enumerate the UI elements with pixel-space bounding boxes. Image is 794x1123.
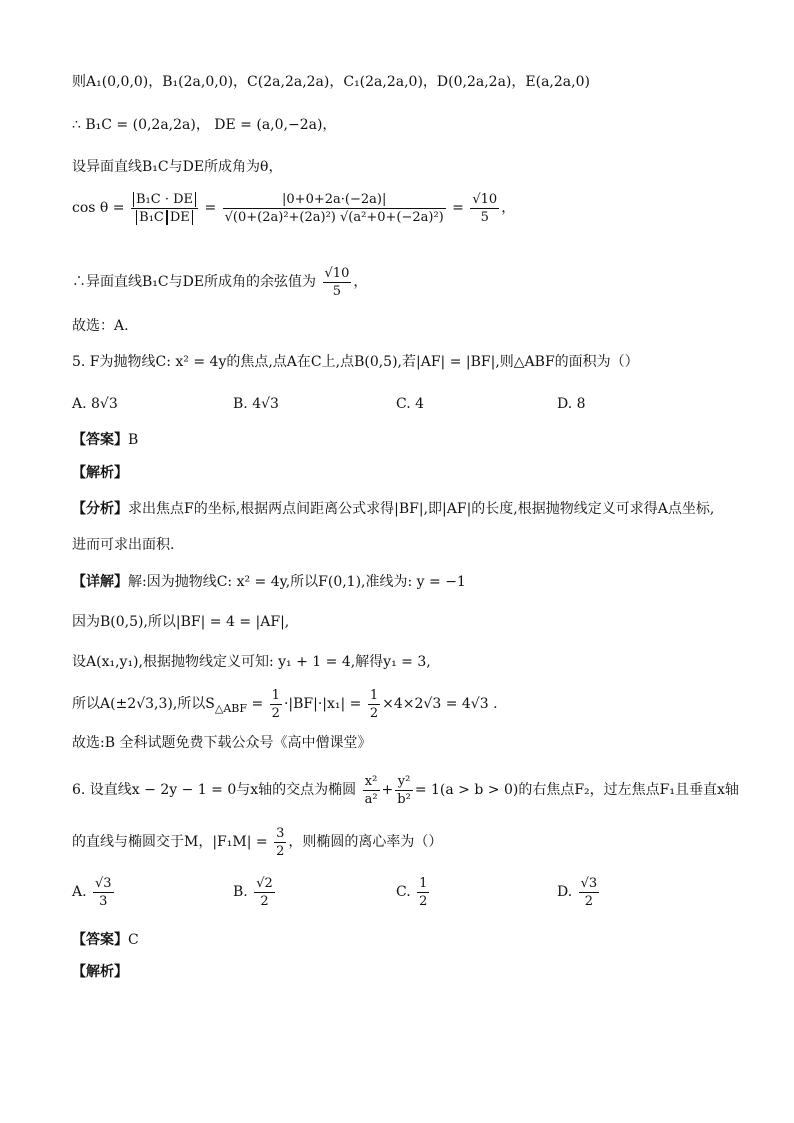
angle-setup-line: 设异面直线B₁C与DE所成角为θ， (72, 159, 283, 175)
cos-formula: cos θ = $\frac{\text{B₁C · DE}}{\text{B₁C DE}}$ = $\frac{|0+0+2a\cdot(-2a)|}{\text{√(0+(2a)²+(2a)²) √(a²+0+(−2a)²)}}$ = $\frac{√10}{5}$ ， (72, 191, 516, 225)
question-6-line-2: 的直线与椭圆交于M，|F₁M| = $\frac{3}{2}$ ，则椭圆的离心率为（） (72, 825, 443, 859)
q6-answer: 【答案】C (72, 932, 139, 948)
q5-analysis-1: 【分析】求出焦点F的坐标,根据两点间距离公式求得|BF|,即|AF|的长度,根据抛物线定义可求得A点坐标, (72, 501, 715, 517)
q5-detail-2: 因为B(0,5),所以|BF| = 4 = |AF|, (72, 614, 290, 630)
q5-jiexi-heading: 【解析】 (72, 465, 128, 481)
q5-option-b: B. 4√3 (233, 396, 279, 412)
cos-result-fraction: $\frac{√10}{5}$ (472, 191, 498, 225)
q6-option-a: A. $\frac{√3}{3}$ (72, 875, 112, 909)
q5-option-d: D. 8 (557, 396, 586, 412)
cos-value-fraction (223, 191, 446, 226)
q6-option-b: B. $\frac{√2}{2}$ (233, 875, 273, 909)
q5-detail-1: 【详解】解:因为抛物线C: x² = 4y,所以F(0,1),准线为: y = −1 (72, 574, 466, 590)
answer-choice-a: 故选：A. (72, 318, 129, 334)
q5-answer: 【答案】B (72, 432, 139, 448)
q5-conclusion: 故选:B 全科试题免费下载公众号《高中僧课堂》 (72, 735, 372, 751)
q6-jiexi-heading: 【解析】 (72, 964, 128, 980)
question-6-line-1: 6. 设直线x − 2y − 1 = 0与x轴的交点为椭圆 $\frac{\text{x²}}{\text{a²}}$ + $\frac{\text{y²}}{\text{b²}}$ = 1(a > b > 0)的右焦点F₂，过左焦点F₁且垂直x轴 (72, 773, 739, 807)
cos-numerator: |0+0+2a·(−2a)| (223, 191, 446, 209)
coordinates-line: 则A₁(0,0,0)，B₁(2a,0,0)，C(2a,2a,2a)，C₁(2a,2a,0)，D(0,2a,2a)，E(a,2a,0) (72, 74, 590, 90)
q5-analysis-2: 进而可求出面积. (72, 537, 175, 553)
vector-ratio-fraction: $\frac{\text{B₁C · DE}}{\text{B₁C DE}}$ (131, 191, 198, 226)
q5-option-a: A. 8√3 (72, 396, 118, 412)
question-5: 5. F为抛物线C: x² = 4y的焦点,点A在C上,点B(0,5),若|AF| = |BF|,则△ABF的面积为（） (72, 354, 639, 370)
cos-denominator: √(0+(2a)²+(2a)²) √(a²+0+(−2a)²) (224, 209, 444, 225)
cos-lhs: cos θ = (72, 200, 125, 216)
cos-conclusion-line: ∴异面直线B₁C与DE所成角的余弦值为 $\frac{√10}{5}$ ， (72, 265, 368, 299)
vector-line: ∴ B₁C = (0,2a,2a)， DE = (a,0,−2a)， (72, 117, 337, 133)
q5-option-c: C. 4 (396, 396, 425, 412)
q5-detail-4: 所以A(±2√3,3),所以$S_{\triangle ABF}$ = $\frac{1}{2}$ ·|BF|·|x₁| = $\frac{1}{2}$ ×4×2√3 = 4√3 . (72, 687, 498, 721)
q6-option-c: C. $\frac{1}{2}$ (396, 875, 428, 909)
q5-detail-3: 设A(x₁,y₁),根据抛物线定义可知: y₁ + 1 = 4,解得y₁ = 3, (72, 654, 431, 670)
q6-option-d: D. $\frac{√3}{2}$ (557, 875, 598, 909)
